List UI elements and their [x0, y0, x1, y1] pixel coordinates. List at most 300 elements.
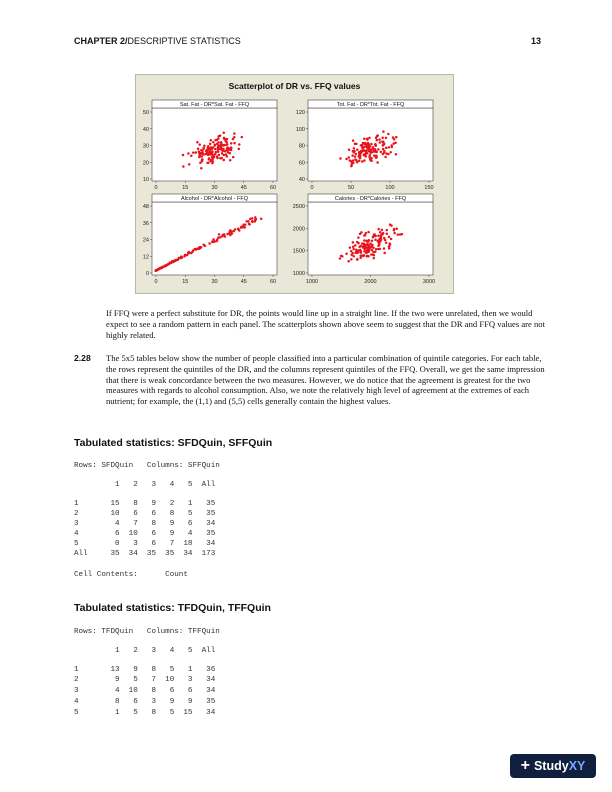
scatter-point: [241, 136, 244, 139]
scatter-point: [339, 257, 342, 260]
scatter-point: [229, 159, 232, 162]
scatter-point: [351, 162, 354, 165]
scatter-point: [371, 151, 374, 154]
scatter-point: [367, 231, 370, 234]
scatter-point: [378, 138, 381, 141]
scatter-point: [394, 141, 397, 144]
scatter-point: [212, 156, 215, 159]
scatter-point: [348, 149, 351, 152]
scatter-point: [377, 244, 380, 247]
scatter-panel: [296, 100, 434, 191]
scatter-point: [222, 132, 225, 135]
scatter-point: [202, 153, 205, 156]
scatter-point: [355, 143, 358, 146]
scatter-point: [370, 149, 373, 152]
scatter-point: [195, 248, 198, 251]
x-tick-label: 60: [269, 185, 277, 191]
scatter-point: [226, 146, 229, 149]
y-tick-label: 100: [295, 126, 305, 133]
y-tick-label: 40: [298, 177, 305, 183]
scatter-point: [358, 246, 361, 249]
scatter-point: [368, 246, 371, 249]
scatter-point: [377, 240, 380, 243]
scatter-point: [360, 144, 363, 147]
scatter-point: [367, 255, 370, 258]
table2-header: 1 2 3 4 5 All: [74, 647, 216, 655]
scatter-point: [363, 254, 366, 257]
scatter-point: [386, 233, 389, 236]
scatter-point: [215, 240, 218, 243]
scatter-point: [226, 149, 229, 152]
panel-label: Tot. Fat - DR*Tot. Fat - FFQ: [336, 102, 405, 108]
scatter-point: [254, 216, 257, 219]
scatter-point: [208, 242, 211, 245]
table1-row: 3 4 7 8 9 6 34: [74, 520, 216, 528]
scatter-point: [354, 251, 357, 254]
scatter-point: [371, 240, 374, 243]
scatter-point: [361, 147, 364, 150]
scatter-point: [219, 157, 222, 160]
scatter-point: [341, 255, 344, 258]
scatter-point: [368, 137, 371, 140]
panel-label: Alcohol - DR*Alcohol - FFQ: [181, 196, 248, 202]
scatter-point: [233, 132, 236, 135]
scatter-point: [232, 156, 235, 159]
scatter-point: [349, 159, 352, 162]
paragraph-interpretation: If FFQ were a perfect substitute for DR, the points would line up in a straight line. If the two were unrelated, then we would expect to see a random pattern in each panel. The scatterplots shown above seem to suggest that the DR and FFQ values are not highly related.: [106, 308, 545, 340]
scatter-point: [385, 147, 388, 150]
page-number: 13: [530, 36, 541, 46]
scatter-point: [198, 248, 201, 251]
scatter-point: [210, 139, 213, 142]
scatter-point: [370, 160, 373, 163]
scatter-point: [377, 228, 380, 231]
scatter-point: [370, 143, 373, 146]
x-tick-label: 15: [182, 185, 189, 191]
exercise-number: 2.28: [74, 353, 91, 363]
scatter-point: [382, 141, 385, 144]
scatter-point: [381, 229, 384, 232]
y-tick-label: 2000: [292, 226, 305, 233]
scatter-point: [363, 250, 366, 253]
brand-name: StudyXY: [533, 759, 586, 773]
scatter-point: [375, 248, 378, 251]
table1-row: 4 6 10 6 9 4 35: [74, 530, 216, 538]
scatter-point: [363, 245, 366, 248]
scatter-point: [242, 224, 245, 227]
scatter-point: [376, 161, 379, 164]
scatter-point: [355, 153, 358, 156]
x-tick-label: 30: [211, 185, 218, 191]
scatter-point: [339, 157, 342, 160]
scatter-point: [356, 161, 359, 164]
table1-row: 2 10 6 6 8 5 35: [74, 510, 216, 518]
scatter-point: [388, 245, 391, 248]
scatter-point: [195, 151, 198, 154]
scatter-point: [359, 254, 362, 256]
scatter-point: [190, 154, 193, 157]
scatter-point: [348, 156, 351, 159]
scatter-point: [366, 152, 369, 155]
scatter-point: [355, 249, 358, 252]
scatter-point: [381, 136, 384, 139]
chapter-heading: CHAPTER 2/DESCRIPTIVE STATISTICS: [74, 36, 241, 46]
scatter-point: [207, 145, 210, 148]
scatter-point: [393, 232, 396, 235]
scatter-point: [157, 268, 160, 271]
scatter-point: [391, 146, 394, 149]
scatter-point: [388, 146, 391, 149]
scatter-point: [390, 238, 393, 241]
scatter-point: [365, 232, 368, 235]
scatter-point: [217, 150, 220, 153]
y-tick-label: 60: [298, 160, 305, 167]
scatter-point: [196, 141, 199, 144]
scatter-point: [352, 159, 355, 162]
scatter-panel: [293, 194, 435, 285]
scatter-point: [387, 133, 390, 136]
scatter-point: [240, 226, 243, 229]
table1-cell-contents: Cell Contents: Count: [74, 571, 188, 579]
scatter-point: [352, 151, 355, 154]
scatter-point: [358, 159, 361, 162]
scatter-point: [382, 144, 385, 147]
x-tick-label: 100: [385, 185, 395, 191]
scatter-point: [363, 159, 366, 162]
scatter-point: [395, 227, 398, 230]
scatter-point: [238, 143, 241, 146]
scatter-point: [388, 236, 391, 239]
x-tick-label: 1000: [305, 279, 319, 285]
scatter-point: [232, 138, 235, 141]
panel-frame: [308, 202, 433, 275]
scatter-point: [223, 159, 226, 162]
scatter-point: [237, 228, 240, 231]
scatter-point: [224, 235, 227, 238]
scatter-point: [217, 135, 220, 138]
scatter-point: [365, 150, 368, 153]
y-tick-label: 36: [142, 220, 149, 227]
table2-row: 5 1 5 8 5 15 34: [74, 709, 216, 717]
scatter-point: [223, 137, 226, 140]
scatter-point: [214, 139, 217, 142]
scatter-point: [396, 233, 399, 236]
table2-row: 3 4 10 8 6 6 34: [74, 687, 216, 695]
y-tick-label: 12: [142, 254, 149, 261]
scatter-point: [389, 151, 392, 154]
scatter-point: [214, 148, 217, 151]
scatter-point: [352, 255, 355, 258]
scatter-point: [197, 148, 200, 151]
scatter-point: [216, 143, 219, 146]
scatter-point: [174, 260, 177, 263]
scatter-point: [187, 252, 190, 255]
scatter-point: [233, 142, 236, 145]
table1-title: Tabulated statistics: SFDQuin, SFFQuin: [74, 437, 273, 449]
x-tick-label: 0: [154, 185, 158, 191]
scatter-point: [373, 149, 376, 152]
scatter-point: [212, 238, 215, 241]
x-tick-label: 0: [154, 279, 158, 285]
x-tick-label: 0: [310, 185, 314, 191]
scatter-point: [368, 143, 371, 146]
scatter-point: [376, 139, 379, 142]
scatterplot-matrix: [136, 75, 453, 293]
scatter-point: [188, 163, 191, 166]
scatter-point: [201, 149, 204, 152]
scatter-point: [361, 160, 364, 163]
scatter-point: [260, 217, 263, 220]
panel-label: Sat. Fat - DR*Sat. Fat - FFQ: [179, 102, 250, 108]
scatter-point: [366, 138, 369, 141]
x-tick-label: 150: [424, 185, 434, 191]
scatter-panel: [143, 194, 277, 285]
scatter-point: [356, 148, 359, 151]
scatter-point: [367, 240, 370, 243]
scatter-point: [229, 152, 232, 155]
scatter-point: [182, 165, 185, 168]
scatter-point: [187, 152, 190, 155]
y-tick-label: 20: [142, 160, 149, 167]
scatterplot-figure: [135, 74, 454, 294]
x-tick-label: 45: [240, 185, 247, 191]
table1-row: 5 0 3 6 7 18 34: [74, 540, 216, 548]
scatter-point: [356, 258, 359, 261]
scatter-point: [354, 244, 357, 247]
scatter-point: [251, 217, 254, 220]
table2-row: 2 9 5 7 10 3 34: [74, 676, 216, 684]
x-tick-label: 45: [240, 279, 247, 285]
scatter-point: [393, 229, 396, 232]
scatter-point: [370, 245, 373, 248]
scatter-point: [372, 146, 375, 149]
scatter-point: [182, 154, 185, 157]
scatter-point: [380, 233, 383, 236]
scatter-point: [345, 158, 348, 161]
scatter-point: [382, 153, 385, 156]
table1-header: 1 2 3 4 5 All: [74, 481, 216, 489]
scatter-point: [358, 152, 361, 155]
scatter-point: [217, 145, 220, 148]
plus-icon: +: [520, 757, 530, 774]
scatter-point: [377, 134, 380, 137]
scatter-point: [230, 142, 233, 145]
scatter-point: [220, 148, 223, 151]
scatter-point: [230, 149, 233, 152]
scatter-point: [356, 241, 359, 244]
table2-row: 1 13 9 8 5 1 36: [74, 666, 216, 674]
scatter-point: [204, 245, 207, 248]
scatter-point: [228, 231, 231, 234]
y-tick-label: 48: [142, 204, 149, 210]
scatter-point: [221, 235, 224, 238]
scatter-point: [351, 154, 354, 157]
scatter-point: [383, 252, 386, 255]
y-tick-label: 0: [145, 271, 149, 277]
scatter-point: [390, 224, 393, 227]
scatter-point: [210, 159, 213, 162]
scatter-point: [214, 143, 217, 146]
scatter-point: [221, 152, 224, 155]
scatter-point: [248, 223, 251, 226]
scatter-point: [220, 141, 223, 144]
scatter-point: [169, 262, 172, 265]
scatter-point: [358, 154, 361, 157]
scatter-point: [385, 242, 388, 245]
scatter-point: [386, 229, 389, 232]
table2-row: 4 8 6 3 9 9 35: [74, 698, 216, 706]
y-tick-label: 120: [295, 110, 305, 116]
x-tick-label: 3000: [422, 279, 436, 285]
scatter-point: [230, 147, 233, 150]
scatter-point: [221, 144, 224, 147]
scatter-point: [160, 267, 163, 270]
y-tick-label: 1500: [292, 248, 305, 255]
scatter-point: [211, 153, 214, 156]
scatter-point: [395, 136, 398, 139]
x-tick-label: 50: [347, 185, 355, 191]
scatter-point: [183, 255, 186, 257]
scatter-point: [208, 157, 211, 160]
scatter-point: [180, 257, 183, 260]
scatter-point: [223, 233, 226, 236]
scatter-point: [238, 148, 241, 151]
scatter-point: [347, 260, 350, 263]
y-tick-label: 2500: [292, 204, 305, 210]
scatter-point: [373, 234, 376, 237]
scatter-point: [198, 143, 201, 146]
scatter-point: [192, 151, 195, 154]
scatter-point: [352, 241, 355, 244]
scatter-point: [379, 141, 382, 144]
scatter-point: [352, 248, 355, 251]
scatter-point: [345, 252, 348, 255]
scatter-point: [382, 130, 385, 133]
scatter-point: [198, 152, 201, 155]
scatter-point: [385, 137, 388, 140]
scatter-point: [350, 250, 353, 253]
y-tick-label: 30: [142, 143, 149, 150]
table1-rows-columns: Rows: SFDQuin Columns: SFFQuin: [74, 462, 220, 470]
y-tick-label: 24: [142, 237, 149, 244]
scatter-point: [354, 158, 357, 161]
scatter-point: [363, 234, 366, 237]
scatter-point: [380, 151, 383, 154]
scatter-point: [377, 248, 380, 251]
scatter-point: [350, 258, 353, 261]
scatter-point: [383, 237, 386, 240]
scatter-point: [212, 141, 215, 144]
scatter-point: [372, 251, 375, 254]
scatter-point: [380, 236, 383, 239]
scatter-point: [363, 239, 366, 242]
scatter-point: [365, 155, 368, 158]
scatter-point: [206, 148, 209, 151]
scatter-point: [352, 139, 355, 142]
scatter-point: [379, 239, 382, 242]
scatter-point: [395, 153, 398, 156]
scatter-point: [368, 147, 371, 150]
y-tick-label: 10: [142, 177, 149, 183]
scatter-point: [365, 145, 368, 148]
scatter-point: [244, 226, 247, 229]
x-tick-label: 60: [269, 279, 277, 285]
scatter-point: [365, 252, 368, 255]
scatter-point: [225, 144, 228, 147]
scatter-point: [373, 257, 376, 260]
scatter-point: [363, 242, 366, 245]
scatter-point: [352, 245, 355, 248]
y-tick-label: 50: [142, 110, 149, 116]
scatter-point: [200, 167, 203, 170]
table1-row: 1 15 8 9 2 1 35: [74, 500, 216, 508]
scatter-point: [214, 153, 217, 156]
scatter-point: [247, 220, 250, 223]
scatter-point: [374, 145, 377, 148]
scatter-panel: [143, 100, 277, 191]
scatter-point: [223, 144, 226, 147]
x-tick-label: 30: [211, 279, 218, 285]
scatter-point: [354, 155, 357, 158]
figure-title: Scatterplot of DR vs. FFQ values: [228, 81, 361, 91]
scatter-point: [251, 221, 254, 224]
scatter-point: [200, 246, 203, 249]
scatter-point: [363, 138, 366, 141]
scatter-point: [357, 236, 360, 239]
scatter-point: [383, 247, 386, 250]
y-tick-label: 80: [298, 143, 305, 150]
y-tick-label: 40: [142, 126, 149, 133]
scatter-point: [385, 152, 388, 155]
scatter-point: [375, 137, 378, 140]
scatter-point: [366, 244, 369, 247]
scatter-point: [200, 155, 203, 158]
scatter-point: [229, 234, 232, 237]
scatter-point: [401, 233, 404, 236]
scatter-point: [218, 154, 221, 157]
scatter-point: [360, 231, 363, 234]
scatter-point: [216, 157, 219, 160]
scatter-point: [225, 138, 228, 141]
scatter-point: [226, 233, 229, 236]
exercise-text: The 5x5 tables below show the number of people classified into a particular combination of quintile categories. For each table, the rows represent the quintiles of the DR, and the columns represent quintiles of the FFQ. Overall, we get the same impression that there is weak concordance between the two measures. However, we do notice that the agreement is greatest for the two measures with regards to alcohol consumption. Also, we note the relatively high level of agreement at the extremes of each nutrient; for example, the (1,1) and (5,5) cells generally contain the highest values.: [106, 353, 545, 407]
scatter-point: [209, 143, 212, 146]
scatter-point: [375, 155, 378, 158]
studyxy-logo[interactable]: [510, 754, 596, 778]
scatter-point: [349, 246, 352, 249]
scatter-point: [377, 148, 380, 151]
scatter-point: [360, 250, 363, 253]
scatter-point: [206, 162, 209, 165]
scatter-point: [226, 155, 229, 158]
scatter-point: [362, 142, 365, 145]
table2-title: Tabulated statistics: TFDQuin, TFFQuin: [74, 602, 271, 614]
scatter-point: [217, 148, 220, 151]
scatter-point: [371, 249, 374, 252]
x-tick-label: 2000: [364, 279, 377, 285]
scatter-point: [368, 156, 371, 159]
scatter-point: [375, 151, 378, 154]
scatter-point: [164, 265, 167, 268]
scatter-point: [202, 147, 205, 150]
scatter-point: [211, 240, 214, 243]
scatter-point: [359, 157, 362, 160]
scatter-point: [374, 239, 377, 242]
scatter-point: [191, 250, 194, 253]
scatter-point: [383, 150, 386, 153]
panel-label: Calories - DR*Calories - FFQ: [334, 196, 407, 202]
scatter-point: [210, 146, 213, 149]
